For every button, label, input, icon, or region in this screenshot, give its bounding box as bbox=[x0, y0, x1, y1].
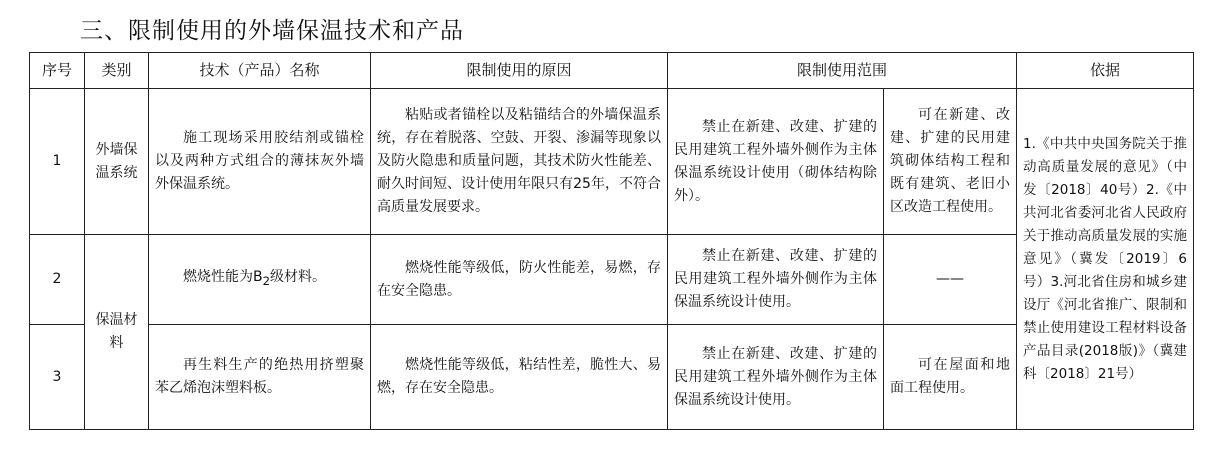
header-reason: 限制使用的原因 bbox=[371, 53, 668, 89]
restriction-table bbox=[29, 52, 1194, 430]
row-reason: 粘贴或者锚栓以及粘锚结合的外墙保温系统，存在着脱落、空鼓、开裂、渗漏等现象以及防火隐患和质量问题，其技术防火性能差、耐久时间短、设计使用年限只有25年，不符合高质量发展要求。 bbox=[371, 89, 668, 235]
basis-cell: 1.《中共中央国务院关于推动高质量发展的意见》（中发〔2018〕40号）2.《中共河北省委河北省人民政府关于推动高质量发展的实施意见》（冀发〔2019〕6号）3.河北省住房和城乡建设厅《河北省推广、限制和禁止使用建设工程材料设备产品目录(2018版)》（冀建科〔2018〕21号） bbox=[1017, 89, 1194, 430]
tech-text-sub: 2 bbox=[262, 273, 271, 288]
row-reason: 燃烧性能等级低，粘结性差，脆性大、易燃，存在安全隐患。 bbox=[371, 325, 668, 430]
header-no: 序号 bbox=[30, 53, 85, 89]
row-scope-allow: 可在新建、改建、扩建的民用建筑砌体结构工程和既有建筑、老旧小区改造工程使用。 bbox=[884, 89, 1017, 235]
row-tech bbox=[149, 235, 371, 325]
row-category: 保温材料 bbox=[85, 235, 149, 430]
tech-text-pre: 燃烧性能为B bbox=[183, 269, 263, 286]
row-category: 外墙保温系统 bbox=[85, 89, 149, 235]
row-tech: 再生料生产的绝热用挤塑聚苯乙烯泡沫塑料板。 bbox=[149, 325, 371, 430]
row-no: 2 bbox=[30, 235, 85, 325]
row-tech: 施工现场采用胶结剂或锚栓以及两种方式组合的薄抹灰外墙外保温系统。 bbox=[149, 89, 371, 235]
page-title: 三、限制使用的外墙保温技术和产品 bbox=[80, 18, 464, 44]
row-scope-prohibit: 禁止在新建、改建、扩建的民用建筑工程外墙外侧作为主体保温系统设计使用。 bbox=[668, 325, 884, 430]
header-tech: 技术（产品）名称 bbox=[149, 53, 371, 89]
row-no: 1 bbox=[30, 89, 85, 235]
tech-text-post: 级材料。 bbox=[270, 269, 327, 286]
header-row bbox=[30, 53, 1194, 89]
table-row bbox=[30, 89, 1194, 235]
header-scope: 限制使用范围 bbox=[668, 53, 1017, 89]
row-scope-allow: 可在屋面和地面工程使用。 bbox=[884, 325, 1017, 430]
row-scope-prohibit: 禁止在新建、改建、扩建的民用建筑工程外墙外侧作为主体保温系统设计使用（砌体结构除外）。 bbox=[668, 89, 884, 235]
header-category: 类别 bbox=[85, 53, 149, 89]
row-scope-prohibit: 禁止在新建、改建、扩建的民用建筑工程外墙外侧作为主体保温系统设计使用。 bbox=[668, 235, 884, 325]
header-basis: 依据 bbox=[1017, 53, 1194, 89]
row-no: 3 bbox=[30, 325, 85, 430]
row-reason: 燃烧性能等级低，防火性能差，易燃，存在安全隐患。 bbox=[371, 235, 668, 325]
row-scope-allow: —— bbox=[884, 235, 1017, 325]
